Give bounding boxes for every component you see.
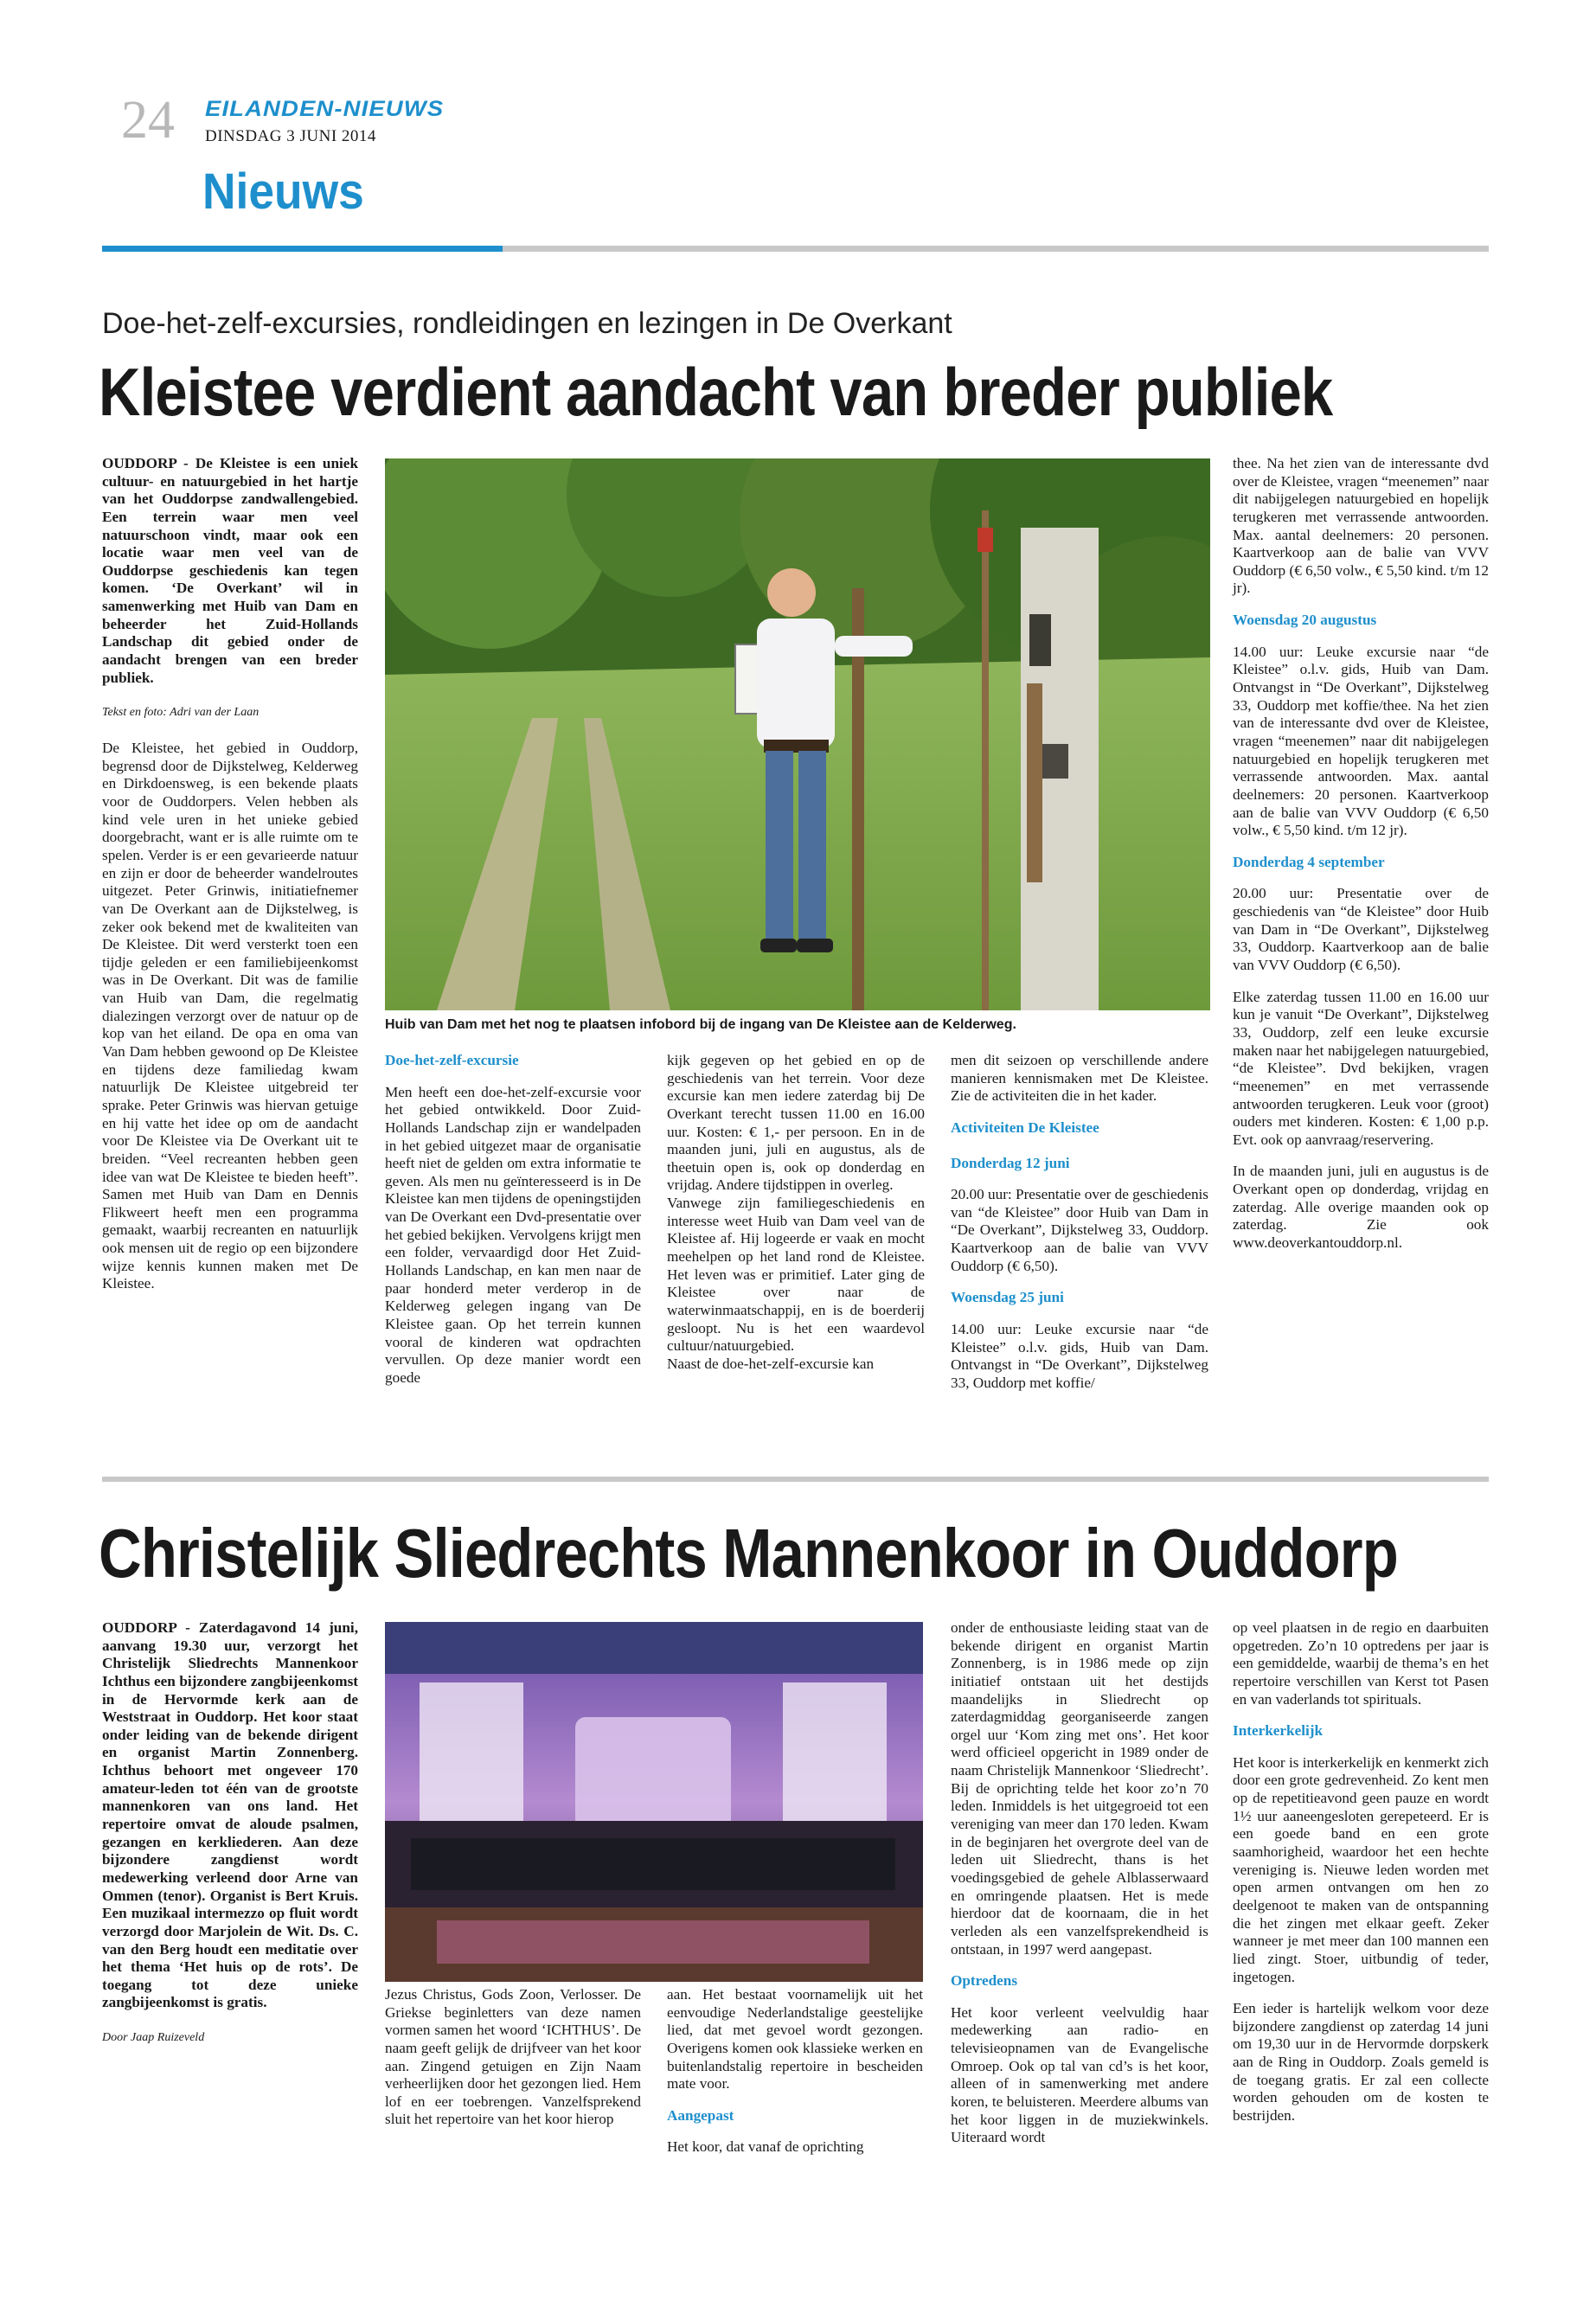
article1-date-20-augustus: Woensdag 20 augustus [1233,612,1377,629]
article1-body-col5-a: thee. Na het zien van de interessante dvd over de Kleistee, vragen “meenemen” naar dit nabijgelegen natuurgebied en hopelijk terugkeren met verrassende antwoorden. Max. aantal deelnemers: 20 personen. Kaartverkoop aan de balie van VVV Ouddorp (€ 6,50 volw., € 5,50 kind. t/m 12 jr). [1233,455,1489,597]
article2-body-col3-a: aan. Het bestaat voornamelijk uit het eenvoudige Nederlandstalige geestelijke lied, dat met gevoel wordt gezongen. Overigens komen ook klassieke werken en buitenlandstalig repertoire in bescheiden mate voor. [667,1986,923,2093]
article1-column-5 [1233,455,1489,1266]
article2-column-4 [951,1619,1208,2161]
newspaper-name: EILANDEN-NIEUWS [205,97,445,121]
article2-subhead-aangepast: Aangepast [667,2106,734,2124]
article2-body-col5-c: Een ieder is hartelijk welkom voor deze bijzondere zangdienst op zaterdag 14 juni om 19,30 uur in de Hervormde dorpskerk aan de Ring in Ouddorp. Zoals gemeld is de toegang gratis. Er zal een collecte worden gehouden om de kosten te bestrijden. [1233,2000,1489,2125]
article2-photo [385,1622,923,1982]
article1-headline: Kleistee verdient aandacht van breder publiek [99,354,1333,430]
article1-lead: OUDDORP - De Kleistee is een uniek cultuur- en natuurgebied in het hartje van het Ouddorpse zandwallengebied. Een terrein waar men veel natuurschoon vindt, maar ook een locatie waar men veel van de Ouddorpse geschiedenis kan tegen komen. ‘De Overkant’ wil in samenwerking met Huib van Dam en beheerder het Zuid-Hollands Landschap dit gebied onder de aandacht brengen van een breder publiek. [102,455,358,686]
article2-body-col4-b: Het koor verleent veelvuldig haar medewerking aan radio- en televisieopnamen van de Evangelische Omroep. Ook op tal van cd’s is het koor, alleen of in samenwerking met andere koren, te beluisteren. Meerdere albums van het koor liggen in de muziekwinkels. Uiteraard wordt [951,2003,1208,2146]
article1-column-4 [951,1052,1208,1407]
article1-credit: Tekst en foto: Adri van der Laan [102,706,260,720]
article2-column-1 [102,1619,358,2065]
article2-column-3 [667,1986,923,2170]
article1-date-12-juni: Donderdag 12 juni [951,1154,1070,1171]
article2-lead: OUDDORP - Zaterdagavond 14 juni, aanvang 19.30 uur, verzorgt het Christelijk Sliedrechts Mannenkoor Ichthus een bijzondere zangbijeenkomst in de Hervormde kerk aan de Weststraat in Ouddorp. Het koor staat onder leiding van de bekende dirigent en organist Martin Zonnenberg. Ichthus behoort met ongeveer 170 amateur-leden tot één van de grootste mannenkoren van ons land. Het repertoire omvat de aloude psalmen, gezangen en kerkliederen. Aan deze bijzondere zangdienst wordt medewerking verleend door Arne van Ommen (tenor). Organist is Bert Kruis. Een muzikaal intermezzo op fluit wordt verzorgd door Marjolein de Wit. Ds. C. van den Berg houdt een meditatie over het thema ‘Het huis op de rots’. De toegang tot deze unieke zangbijeenkomst is gratis. [102,1619,358,2011]
article2-body-col4-a: onder de enthousiaste leiding staat van de bekende dirigent en organist Martin Zonnenberg, is in 1986 mede op zijn initiatief ontstaan uit het destijds maandelijks in Sliedrecht op zaterdagmiddag georganiseerde zangen orgel uur ‘Kom zing met ons’. Het koor werd officieel opgericht in 1989 onder de naam Christelijk Mannenkoor ‘Sliedrecht’. Bij de oprichting telde het koor zo’n 70 leden. Inmiddels is het uitgegroeid tot een vereniging van meer dan 170 leden. Kwam in de beginjaren het overgrote deel van de leden uit Sliedrecht, thans is het voedingsgebied de gehele Alblasserwaard en omringende plaatsen. Het is mede hierdoor dat de koornaam, die in het verleden als een vanzelfsprekendheid is ontstaan, in 1997 werd aangepast. [951,1619,1208,1958]
section-rule [503,246,1489,252]
article2-subhead-interkerkelijk: Interkerkelijk [1233,1722,1324,1740]
article2-headline: Christelijk Sliedrechts Mannenkoor in Ouddorp [99,1515,1398,1592]
article1-body-col5-d: Elke zaterdag tussen 11.00 en 16.00 uur kun je vanuit “De Overkant”, Dijkstelweg 33, Ouddorp, zelf een leuke excursie maken naar het nabijgelegen natuurgebied, “de Kleistee”. Dvd bekijken, vragen “meenemen” en met verrassende antwoorden terugkeren. Leuk voor (groot) ouders met kinderen. Kosten: € 1,00 p.p. Evt. ook op aanvraag/reservering. [1233,988,1489,1148]
issue-date: DINSDAG 3 JUNI 2014 [205,127,376,145]
article1-column-3 [667,1052,925,1374]
article1-kicker: Doe-het-zelf-excursies, rondleidingen en lezingen in De Overkant [102,307,952,340]
article2-body-col3-b: Het koor, dat vanaf de oprichting [667,2138,864,2156]
article-divider [102,1477,1489,1482]
article1-subhead-diy: Doe-het-zelf-excursie [385,1052,519,1068]
article1-body-col5-b: 14.00 uur: Leuke excursie naar “de Kleistee” o.l.v. gids, Huib van Dam. Ontvangst in “De Overkant”, Dijkstelweg 33, Ouddorp met koffie/thee. Na het zien van de interessante dvd over de Kleistee, vragen “meenemen” naar dit nabijgelegen natuurgebied en hopelijk terugkeren met verrassende antwoorden. Max. aantal deelnemers: 20 personen. Kaartverkoop aan de balie van VVV Ouddorp (€ 6,50 volw., € 5,50 kind. t/m 12 jr). [1233,643,1489,839]
article1-body-col3-c: Naast de doe-het-zelf-excursie kan [667,1355,875,1372]
page-number: 24 [121,91,175,150]
article1-date-25-juni: Woensdag 25 juni [951,1289,1064,1306]
section-title: Nieuws [202,163,364,220]
article1-column-2 [385,1052,641,1401]
article2-body-col5-b: Het koor is interkerkelijk en kenmerkt zich door een grote gedrevenheid. Zo kent men op de repetitieavond geen pauze en wordt 1½ uur aaneengesloten gerepeteerd. Er is een goede band en een grote saamhorigheid, waardoor het een hechte vereniging is. Nieuwe leden worden met open armen ontvangen om hen zo deelgenoot te maken van de ontspanning die het zingen met elkaar geeft. Zeker wanneer je met meer dan 100 mannen een lied zingt. Stoer, uitbundig of teder, ingetogen. [1233,1753,1489,1985]
article1-body-col2: Men heeft een doe-het-zelf-excursie voor het gebied ontwikkeld. Door Zuid-Hollands Landschap zijn er wandelpaden in het gebied uitgezet maar de organisatie heeft niet de gelden om extra informatie te geven. Als men nu geïnteresseerd is in De Kleistee kan men tijdens de openingstijden van De Overkant een Dvd-presentatie over het gebied bekijken. Vervolgens krijgt men een folder, vervaardigd door Het Zuid-Hollands Landschap, en kan men naar de paar honderd meter verderop in de Kelderweg gelegen ingang van De Kleistee gaan. Op het terrein kunnen vooral de kinderen wat opdrachten vervullen. Op deze manier wordt een goede [385,1083,641,1386]
article1-photo [385,458,1210,1010]
article1-date-4-september: Donderdag 4 september [1233,853,1385,870]
article2-column-2 [385,1986,641,2143]
article2-subhead-optredens: Optredens [951,1972,1018,1990]
photo-choir-church [385,1622,923,1982]
article2-body-col2: Jezus Christus, Gods Zoon, Verlosser. De Griekse beginletters van deze namen vormen samen het woord ‘ICHTHUS’. De naam geeft gelijk de drijfveer van het koor aan. Zingend getuigen en Zijn Naam verheerlijken door het gezongen lied. Hem lof en eer toebrengen. Vanzelfsprekend sluit het repertoire van het koor hierop [385,1986,641,2128]
article1-box-title: Activiteiten De Kleistee [951,1118,1099,1136]
article2-body-col5-a: op veel plaatsen in de regio en daarbuiten opgetreden. Zo’n 10 optredens per jaar is een gemiddelde, waarbij de thema’s en het repertoire verschillen van Kerst tot Pasen en van vaderlands tot spirituals. [1233,1619,1489,1708]
article1-body-col3-b: Vanwege zijn familiegeschiedenis en interesse weet Huib van Dam veel van de Kleistee af. Hij logeerde er vaak en mocht meehelpen op het land rond de Kleistee. Het leven was er primitief. Later ging de Kleistee over naar de waterwinmaatschappij, en is de boerderij gesloopt. Nu is het een waardevol cultuur/natuurgebied. [667,1195,925,1355]
section-rule-accent [102,246,503,252]
article2-column-5 [1233,1619,1489,2139]
article1-body-col3-a: kijk gegeven op het gebied en op de geschiedenis van het terrein. Voor deze excursie kan men iedere zaterdag bij De Overkant terecht tussen 11.00 en 16.00 uur. Kosten: € 1,- per persoon. En in de maanden juni, juli en augustus, als de theetuin open is, ook op donderdag en vrijdag. Andere tijdstippen in overleg. [667,1052,925,1194]
article2-credit: Door Jaap Ruizeveld [102,2031,205,2045]
photo-man-infobord [385,458,1210,1010]
article1-body-col4-c: 14.00 uur: Leuke excursie naar “de Kleistee” o.l.v. gids, Huib van Dam. Ontvangst in “De Overkant”, Dijkstelweg 33, Ouddorp met koffie/ [951,1321,1208,1391]
article1-body-col4-b: 20.00 uur: Presentatie over de geschiedenis van “de Kleistee” door Huib van Dam in “De Overkant”, Dijkstelweg 33, Ouddorp. Kaartverkoop aan de balie van VVV Ouddorp (€ 6,50). [951,1186,1208,1274]
article1-body-col4-a: men dit seizoen op verschillende andere manieren kennismaken met De Kleistee. Zie de activiteiten die in het kader. [951,1052,1208,1105]
article1-column-1 [102,455,358,1307]
article1-body-col5-c: 20.00 uur: Presentatie over de geschiedenis van “de Kleistee” door Huib van Dam in “De Overkant”, Dijkstelweg 33, Ouddorp. Kaartverkoop aan de balie van VVV Ouddorp (€ 6,50). [1233,885,1489,974]
article1-body-col5-e: In de maanden juni, juli en augustus is de Overkant open op donderdag, vrijdag en zaterdag. Alle overige maanden ook op zaterdag. Zie ook www.deoverkantouddorp.nl. [1233,1163,1489,1251]
article1-photo-caption: Huib van Dam met het nog te plaatsen infobord bij de ingang van De Kleistee aan de Kelderweg. [385,1017,1016,1032]
article1-body-col1: De Kleistee, het gebied in Ouddorp, begrensd door de Dijkstelweg, Kelderweg en Dirkdoensweg, is een bekende plaats voor de Ouddorpers. Velen hebben als kind vele uren in het unieke gebied doorgebracht, want er is alle ruimte om te spelen. Verder is er een gevarieerde natuur en zijn er door de beheerder wandelroutes uitgezet. Peter Grinwis, initiatiefnemer van De Overkant aan de Dijkstelweg, is zeker ook bekend met de kwaliteiten van De Kleistee. Dit werd versterkt toen een tijdje geleden er een familiebijeenkomst was in De Overkant. Dit was de familie van Huib van Dam, die regelmatig dialezingen verzorgt over de natuur op de kop van het eiland. De opa en oma van Van Dam hebben gewoond op De Kleistee en tijdens deze familiedag kwam natuurlijk De Kleistee uitgebreid ter sprake. Peter Grinwis was hiervan getuige en hij vatte het idee op om de aandacht voor De Kleistee via De Overkant uit te breiden. “Veel recreanten hebben geen idee van wat De Kleistee te bieden heeft”. Samen met Huib van Dam en Dennis Flikweert heeft men een programma gemaakt, waarbij recreanten en natuurlijk ook mensen uit de regio op een bijzondere wijze kennis kunnen maken met De Kleistee. [102,740,358,1292]
